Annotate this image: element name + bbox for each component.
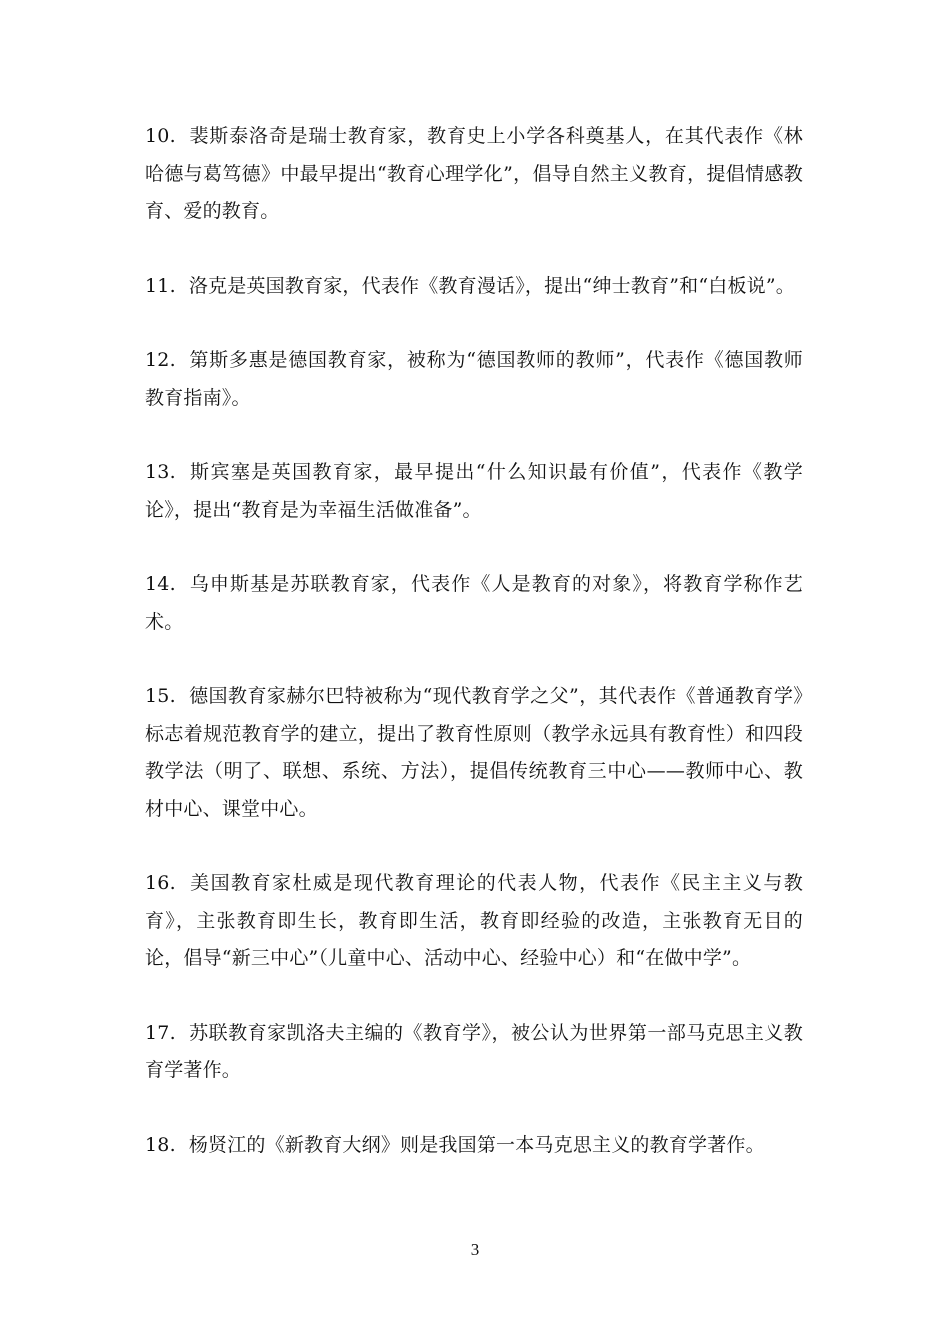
list-item-15 bbox=[145, 678, 803, 828]
list-item-13 bbox=[145, 454, 803, 529]
item-number: 14. bbox=[145, 573, 176, 595]
item-number: 16. bbox=[145, 872, 176, 894]
list-item-17 bbox=[145, 1015, 803, 1090]
item-number: 13. bbox=[145, 461, 176, 483]
item-text: 美国教育家杜威是现代教育理论的代表人物，代表作《民主主义与教育》，主张教育即生长，教育即生活，教育即经验的改造，主张教育无目的论，倡导“新三中心”（儿童中心、活动中心、经验中心）和“在做中学”。 bbox=[145, 872, 803, 969]
item-text: 杨贤江的《新教育大纲》则是我国第一本马克思主义的教育学著作。 bbox=[188, 1133, 765, 1156]
list-item-11 bbox=[145, 268, 803, 306]
item-text: 斯宾塞是英国教育家，最早提出“什么知识最有价值”，代表作《教学论》，提出“教育是为幸福生活做准备”。 bbox=[145, 461, 803, 521]
item-text: 苏联教育家凯洛夫主编的《教育学》，被公认为世界第一部马克思主义教育学著作。 bbox=[145, 1021, 803, 1081]
list-item-18 bbox=[145, 1127, 803, 1165]
list-item-12 bbox=[145, 342, 803, 417]
document-body bbox=[145, 118, 803, 1201]
item-number: 18. bbox=[145, 1133, 176, 1156]
list-item-16 bbox=[145, 865, 803, 978]
list-item-14 bbox=[145, 566, 803, 641]
item-number: 12. bbox=[145, 349, 176, 371]
list-item-10 bbox=[145, 118, 803, 231]
item-number: 17. bbox=[145, 1021, 176, 1044]
item-text: 德国教育家赫尔巴特被称为“现代教育学之父”，其代表作《普通教育学》标志着规范教育学的建立，提出了教育性原则（教学永远具有教育性）和四段教学法（明了、联想、系统、方法），提倡传统教育三中心——教师中心、教材中心、课堂中心。 bbox=[145, 685, 803, 820]
page-number: 3 bbox=[470, 1240, 480, 1259]
item-text: 裴斯泰洛奇是瑞士教育家，教育史上小学各科奠基人，在其代表作《林哈德与葛笃德》中最早提出“教育心理学化”，倡导自然主义教育，提倡情感教育、爱的教育。 bbox=[145, 125, 803, 222]
item-text: 乌申斯基是苏联教育家，代表作《人是教育的对象》，将教育学称作艺术。 bbox=[145, 573, 803, 633]
item-number: 11. bbox=[145, 274, 176, 297]
item-text: 第斯多惠是德国教育家，被称为“德国教师的教师”，代表作《德国教师教育指南》。 bbox=[145, 349, 803, 409]
item-number: 10. bbox=[145, 125, 176, 147]
item-number: 15. bbox=[145, 685, 176, 707]
item-text: 洛克是英国教育家，代表作《教育漫话》，提出“绅士教育”和“白板说”。 bbox=[188, 274, 795, 297]
